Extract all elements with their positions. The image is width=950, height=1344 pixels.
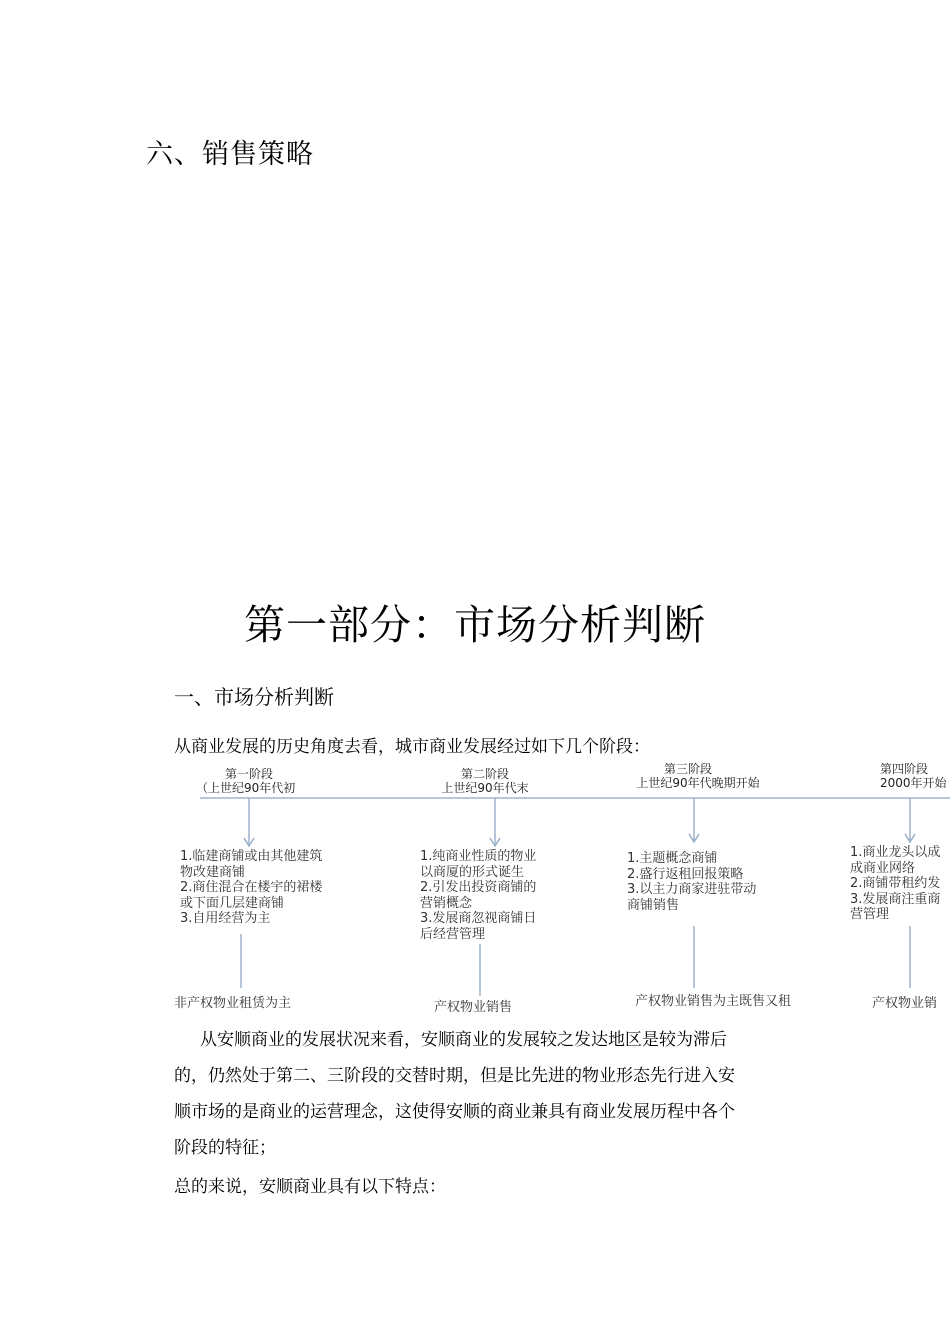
stage-3-desc-line: 3.以主力商家进驻带动 — [627, 882, 757, 897]
stage-3-period: 上世纪90年代晚期开始 — [636, 776, 760, 790]
stage-3-name: 第三阶段 — [663, 762, 712, 776]
intro-paragraph: 从商业发展的历史角度去看，城市商业发展经过如下几个阶段： — [174, 737, 650, 757]
summary-line: 总的来说，安顺商业具有以下特点： — [174, 1177, 446, 1197]
body-line: 的，仍然处于第二、三阶段的交替时期，但是比先进的物业形态先行进入安 — [174, 1066, 735, 1086]
stage-3-result: 产权物业销售为主既售又租 — [635, 994, 792, 1009]
stage-2-period: 上世纪90年代末 — [441, 781, 529, 795]
stage-1-name: 第一阶段 — [224, 767, 273, 781]
stage-4-desc-line: 2.商铺带租约发 — [850, 876, 941, 891]
stage-1-desc-line: 物改建商铺 — [180, 864, 246, 880]
sub-heading: 一、市场分析判断 — [174, 685, 334, 709]
stage-1-desc-line: 或下面几层建商铺 — [180, 895, 285, 911]
stage-3-description — [627, 851, 756, 913]
body-line: 从安顺商业的发展状况来看，安顺商业的发展较之发达地区是较为滞后 — [200, 1030, 727, 1050]
section-heading: 六、销售策略 — [146, 139, 314, 170]
stage-1-period: （上世纪90年代初 — [196, 781, 296, 795]
stages-timeline-diagram — [0, 760, 950, 1022]
stage-2-desc-line: 2.引发出投资商铺的 — [420, 880, 537, 895]
stage-1-desc-line: 1.临建商铺或由其他建筑 — [180, 849, 323, 864]
stage-2-desc-line: 后经营管理 — [420, 926, 486, 942]
stage-1-description — [180, 849, 322, 927]
stage-2-desc-line: 1.纯商业性质的物业 — [420, 849, 537, 864]
body-paragraph — [174, 1022, 814, 1166]
stage-2-name: 第二阶段 — [460, 767, 509, 781]
stage-4-description — [850, 845, 950, 923]
stage-4-period: 2000年开始 — [880, 776, 947, 790]
stage-3-desc-line: 2.盛行返租回报策略 — [627, 866, 744, 882]
stage-4-name: 第四阶段 — [880, 762, 929, 776]
stage-3-desc-line: 1.主题概念商铺 — [627, 851, 718, 866]
stage-3-desc-line: 商铺销售 — [627, 897, 680, 913]
stage-1-desc-line: 3.自用经营为主 — [180, 911, 271, 926]
stage-4-desc-line: 营管理 — [850, 907, 890, 922]
stage-2-desc-line: 3.发展商忽视商铺日 — [420, 911, 537, 926]
stage-2-description — [420, 849, 536, 942]
stage-2-result: 产权物业销售 — [434, 1000, 513, 1015]
stage-2-desc-line: 以商厦的形式诞生 — [420, 864, 525, 880]
stage-4-desc-line: 3.发展商注重商 — [850, 891, 941, 907]
body-line: 阶段的特征； — [174, 1138, 276, 1158]
stage-4-desc-line: 成商业网络 — [850, 860, 916, 876]
stage-4-result: 产权物业销 — [872, 996, 938, 1011]
body-line: 顺市场的是商业的运营理念，这使得安顺的商业兼具有商业发展历程中各个 — [174, 1102, 735, 1122]
stage-1-desc-line: 2.商住混合在楼宇的裙楼 — [180, 880, 323, 895]
part-title: 第一部分：市场分析判断 — [244, 601, 706, 649]
stage-1-result: 非产权物业租赁为主 — [174, 996, 292, 1011]
stage-2-desc-line: 营销概念 — [420, 895, 473, 911]
stage-4-desc-line: 1.商业龙头以成 — [850, 845, 941, 860]
